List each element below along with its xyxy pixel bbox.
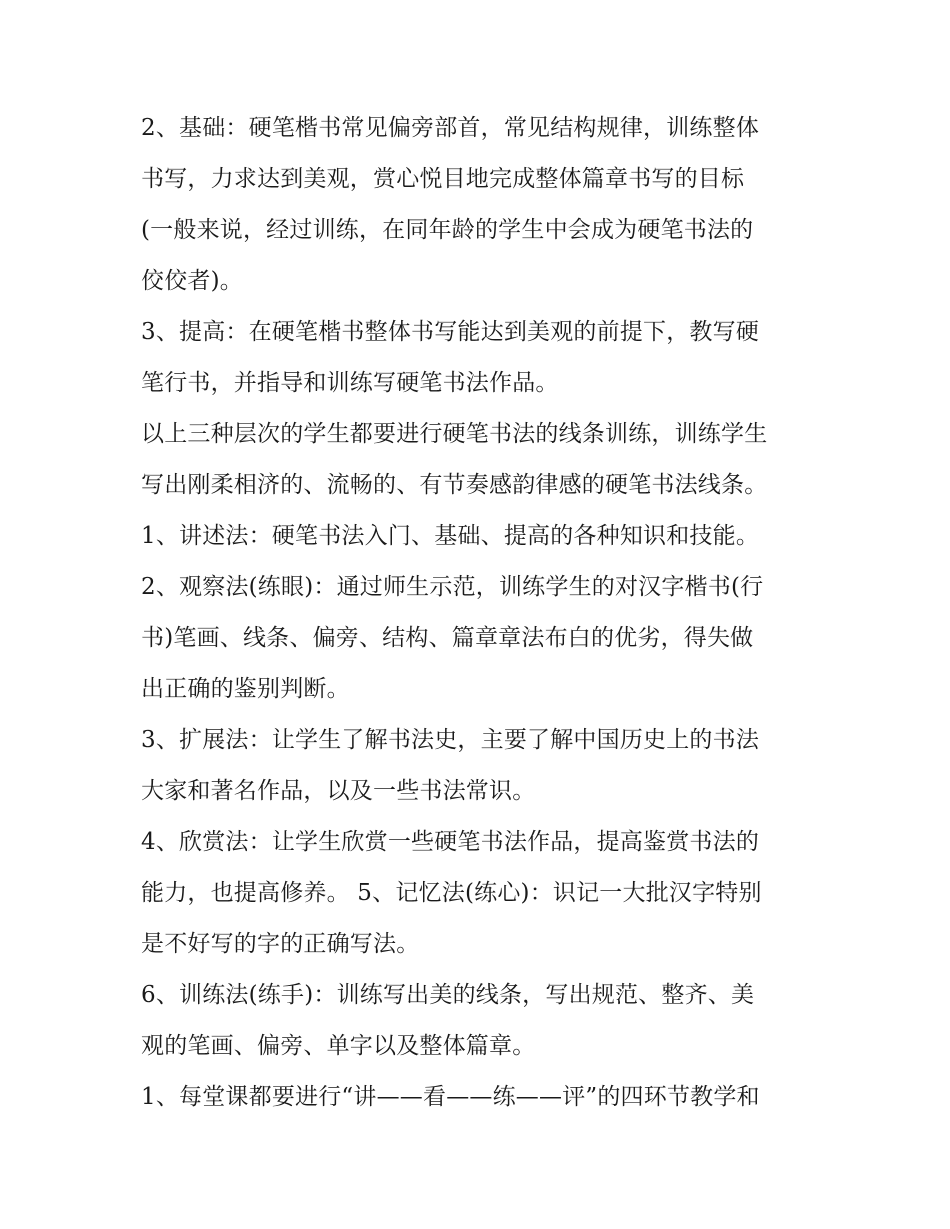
text-line: 佼佼者)。 — [141, 268, 243, 294]
text-line: 3、扩展法：让学生了解书法史，主要了解中国历史上的书法 — [141, 727, 760, 753]
document-body — [141, 103, 831, 1123]
text-line: 写出刚柔相济的、流畅的、有节奏感韵律感的硬笔书法线条。 — [141, 472, 768, 498]
text-line: 4、欣赏法：让学生欣赏一些硬笔书法作品，提高鉴赏书法的 — [141, 829, 760, 855]
text-line: 1、每堂课都要进行“讲——看——练——评”的四环节教学和 — [141, 1084, 760, 1110]
text-line: 1、讲述法：硬笔书法入门、基础、提高的各种知识和技能。 — [141, 523, 760, 549]
text-line: 观的笔画、偏旁、单字以及整体篇章。 — [141, 1033, 536, 1059]
text-line: 能力，也提高修养。 5、记忆法(练心)：识记一大批汉字特别 — [141, 880, 762, 906]
text-line: 6、训练法(练手)：训练写出美的线条，写出规范、整齐、美 — [141, 982, 755, 1008]
text-line: (一般来说，经过训练，在同年龄的学生中会成为硬笔书法的 — [141, 217, 754, 243]
text-line: 2、基础：硬笔楷书常见偏旁部首，常见结构规律，训练整体 — [141, 115, 760, 141]
text-line: 书)笔画、线条、偏旁、结构、篇章章法布白的优劣，得失做 — [141, 625, 754, 651]
text-line: 大家和著名作品，以及一些书法常识。 — [141, 778, 536, 804]
text-line: 书写，力求达到美观，赏心悦目地完成整体篇章书写的目标 — [141, 166, 745, 192]
text-line: 是不好写的字的正确写法。 — [141, 931, 420, 957]
text-line: 以上三种层次的学生都要进行硬笔书法的线条训练，训练学生 — [141, 421, 768, 447]
text-line: 笔行书，并指导和训练写硬笔书法作品。 — [141, 370, 559, 396]
text-line: 出正确的鉴别判断。 — [141, 676, 350, 702]
text-line: 3、提高：在硬笔楷书整体书写能达到美观的前提下，教写硬 — [141, 319, 760, 345]
text-line: 2、观察法(练眼)：通过师生示范，训练学生的对汉字楷书(行 — [141, 574, 764, 600]
